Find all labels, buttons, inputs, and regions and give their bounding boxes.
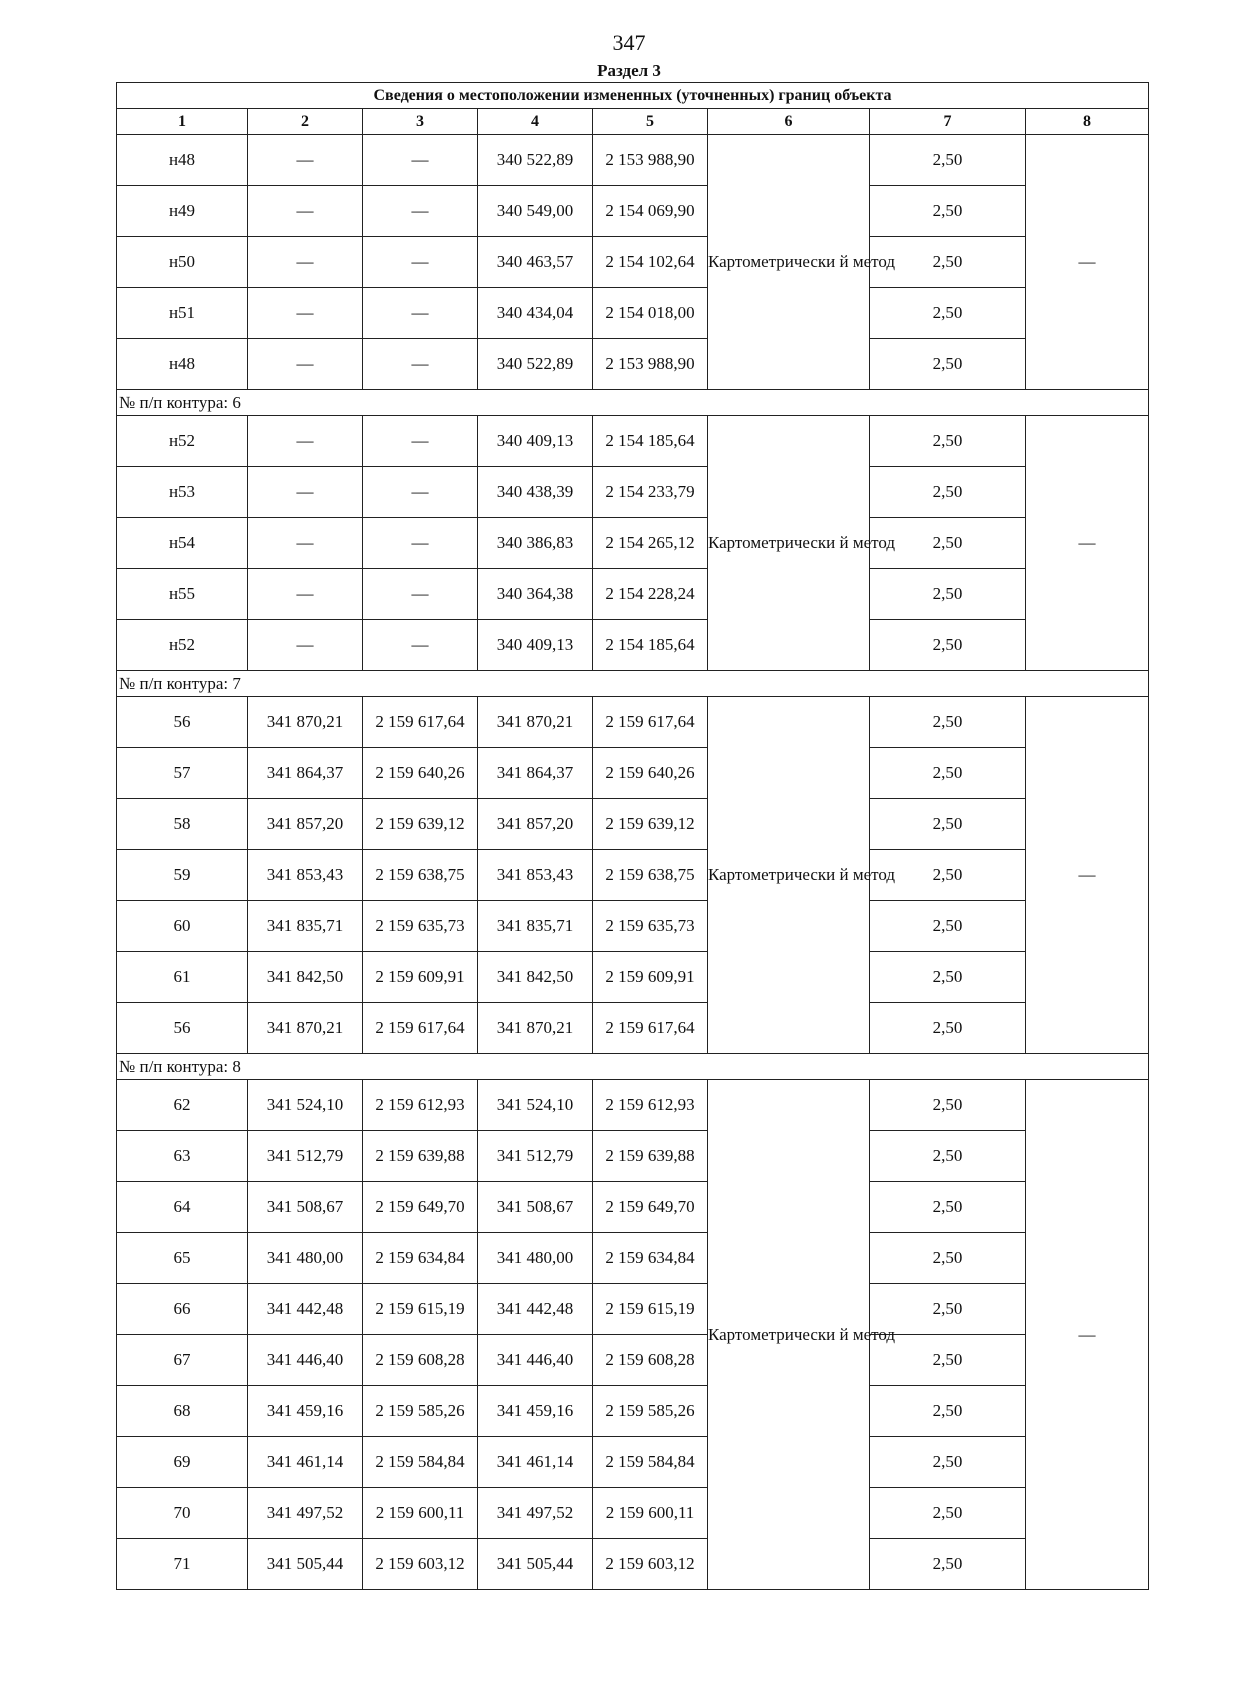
old-y-cell: 2 159 649,70 <box>363 1182 478 1233</box>
accuracy-cell: 2,50 <box>870 237 1026 288</box>
old-x-cell: — <box>248 339 363 390</box>
new-x-cell: 341 480,00 <box>478 1233 593 1284</box>
new-y-cell: 2 159 617,64 <box>593 697 708 748</box>
new-x-cell: 340 549,00 <box>478 186 593 237</box>
new-y-cell: 2 159 615,19 <box>593 1284 708 1335</box>
new-x-cell: 340 522,89 <box>478 339 593 390</box>
new-y-cell: 2 159 638,75 <box>593 850 708 901</box>
old-y-cell: — <box>363 186 478 237</box>
new-x-cell: 340 522,89 <box>478 135 593 186</box>
accuracy-cell: 2,50 <box>870 518 1026 569</box>
new-y-cell: 2 159 603,12 <box>593 1539 708 1590</box>
table-row <box>117 1437 1149 1488</box>
table-row <box>117 901 1149 952</box>
table-row <box>117 1003 1149 1054</box>
table-row <box>117 748 1149 799</box>
old-x-cell: 341 442,48 <box>248 1284 363 1335</box>
old-y-cell: 2 159 617,64 <box>363 697 478 748</box>
old-x-cell: 341 842,50 <box>248 952 363 1003</box>
table-row <box>117 1335 1149 1386</box>
old-y-cell: 2 159 600,11 <box>363 1488 478 1539</box>
accuracy-cell: 2,50 <box>870 697 1026 748</box>
new-y-cell: 2 154 265,12 <box>593 518 708 569</box>
old-x-cell: 341 508,67 <box>248 1182 363 1233</box>
point-id-cell: н51 <box>117 288 248 339</box>
old-x-cell: 341 870,21 <box>248 697 363 748</box>
point-id-cell: 71 <box>117 1539 248 1590</box>
point-id-cell: н52 <box>117 416 248 467</box>
point-id-cell: 57 <box>117 748 248 799</box>
old-x-cell: 341 480,00 <box>248 1233 363 1284</box>
new-x-cell: 340 438,39 <box>478 467 593 518</box>
old-y-cell: — <box>363 416 478 467</box>
old-y-cell: 2 159 612,93 <box>363 1080 478 1131</box>
new-x-cell: 341 870,21 <box>478 1003 593 1054</box>
new-y-cell: 2 159 585,26 <box>593 1386 708 1437</box>
point-id-cell: 59 <box>117 850 248 901</box>
new-x-cell: 341 842,50 <box>478 952 593 1003</box>
old-y-cell: — <box>363 339 478 390</box>
contour-header-row <box>117 1054 1149 1080</box>
table-caption: Сведения о местоположении измененных (уточненных) границ объекта <box>117 83 1149 109</box>
point-id-cell: н55 <box>117 569 248 620</box>
old-y-cell: — <box>363 518 478 569</box>
accuracy-cell: 2,50 <box>870 416 1026 467</box>
new-y-cell: 2 159 634,84 <box>593 1233 708 1284</box>
accuracy-cell: 2,50 <box>870 288 1026 339</box>
point-id-cell: 56 <box>117 1003 248 1054</box>
section-title: Раздел 3 <box>597 61 661 80</box>
point-id-cell: 70 <box>117 1488 248 1539</box>
accuracy-cell: 2,50 <box>870 569 1026 620</box>
old-x-cell: 341 497,52 <box>248 1488 363 1539</box>
old-x-cell: 341 857,20 <box>248 799 363 850</box>
old-y-cell: 2 159 634,84 <box>363 1233 478 1284</box>
new-x-cell: 341 442,48 <box>478 1284 593 1335</box>
new-y-cell: 2 154 185,64 <box>593 620 708 671</box>
old-x-cell: — <box>248 569 363 620</box>
accuracy-cell: 2,50 <box>870 1437 1026 1488</box>
accuracy-cell: 2,50 <box>870 1539 1026 1590</box>
new-x-cell: 341 461,14 <box>478 1437 593 1488</box>
method-cell: Картометрически й метод <box>708 697 870 1054</box>
old-x-cell: 341 870,21 <box>248 1003 363 1054</box>
new-y-cell: 2 154 069,90 <box>593 186 708 237</box>
old-y-cell: 2 159 639,12 <box>363 799 478 850</box>
new-x-cell: 340 463,57 <box>478 237 593 288</box>
new-x-cell: 341 512,79 <box>478 1131 593 1182</box>
new-y-cell: 2 153 988,90 <box>593 135 708 186</box>
column-8-cell: — <box>1026 416 1149 671</box>
accuracy-cell: 2,50 <box>870 339 1026 390</box>
accuracy-cell: 2,50 <box>870 799 1026 850</box>
column-number-cell: 7 <box>870 109 1026 135</box>
old-y-cell: — <box>363 620 478 671</box>
point-id-cell: н52 <box>117 620 248 671</box>
column-number-cell: 8 <box>1026 109 1149 135</box>
table-row <box>117 850 1149 901</box>
old-y-cell: 2 159 638,75 <box>363 850 478 901</box>
contour-label: № п/п контура: 8 <box>117 1054 1149 1080</box>
new-x-cell: 340 409,13 <box>478 620 593 671</box>
method-cell: Картометрически й метод <box>708 135 870 390</box>
table-row <box>117 1182 1149 1233</box>
accuracy-cell: 2,50 <box>870 1233 1026 1284</box>
old-y-cell: 2 159 640,26 <box>363 748 478 799</box>
accuracy-cell: 2,50 <box>870 620 1026 671</box>
table-row <box>117 416 1149 467</box>
new-y-cell: 2 159 608,28 <box>593 1335 708 1386</box>
new-y-cell: 2 159 635,73 <box>593 901 708 952</box>
table-row <box>117 697 1149 748</box>
column-8-cell: — <box>1026 135 1149 390</box>
point-id-cell: 56 <box>117 697 248 748</box>
old-x-cell: 341 835,71 <box>248 901 363 952</box>
accuracy-cell: 2,50 <box>870 1080 1026 1131</box>
old-y-cell: — <box>363 569 478 620</box>
old-x-cell: 341 512,79 <box>248 1131 363 1182</box>
table-row <box>117 186 1149 237</box>
table-row <box>117 1131 1149 1182</box>
new-x-cell: 340 386,83 <box>478 518 593 569</box>
method-cell: Картометрически й метод <box>708 416 870 671</box>
method-cell: Картометрически й метод <box>708 1080 870 1590</box>
contour-header-row <box>117 390 1149 416</box>
column-number-cell: 4 <box>478 109 593 135</box>
new-x-cell: 341 497,52 <box>478 1488 593 1539</box>
table-row <box>117 467 1149 518</box>
table-row <box>117 135 1149 186</box>
table-row <box>117 569 1149 620</box>
old-x-cell: 341 853,43 <box>248 850 363 901</box>
point-id-cell: 68 <box>117 1386 248 1437</box>
point-id-cell: 63 <box>117 1131 248 1182</box>
new-x-cell: 340 409,13 <box>478 416 593 467</box>
new-x-cell: 341 505,44 <box>478 1539 593 1590</box>
accuracy-cell: 2,50 <box>870 1386 1026 1437</box>
point-id-cell: н48 <box>117 135 248 186</box>
new-x-cell: 341 446,40 <box>478 1335 593 1386</box>
accuracy-cell: 2,50 <box>870 901 1026 952</box>
point-id-cell: н49 <box>117 186 248 237</box>
old-x-cell: 341 524,10 <box>248 1080 363 1131</box>
column-number-cell: 6 <box>708 109 870 135</box>
column-number-cell: 1 <box>117 109 248 135</box>
accuracy-cell: 2,50 <box>870 1284 1026 1335</box>
old-x-cell: 341 459,16 <box>248 1386 363 1437</box>
point-id-cell: н54 <box>117 518 248 569</box>
column-number-cell: 5 <box>593 109 708 135</box>
column-8-cell: — <box>1026 1080 1149 1590</box>
table-row <box>117 799 1149 850</box>
new-y-cell: 2 159 617,64 <box>593 1003 708 1054</box>
contour-label: № п/п контура: 7 <box>117 671 1149 697</box>
point-id-cell: н48 <box>117 339 248 390</box>
old-x-cell: — <box>248 135 363 186</box>
old-x-cell: — <box>248 518 363 569</box>
accuracy-cell: 2,50 <box>870 850 1026 901</box>
new-y-cell: 2 159 612,93 <box>593 1080 708 1131</box>
new-x-cell: 341 459,16 <box>478 1386 593 1437</box>
new-y-cell: 2 159 600,11 <box>593 1488 708 1539</box>
table-row <box>117 1386 1149 1437</box>
point-id-cell: 61 <box>117 952 248 1003</box>
point-id-cell: н53 <box>117 467 248 518</box>
accuracy-cell: 2,50 <box>870 1182 1026 1233</box>
new-y-cell: 2 154 102,64 <box>593 237 708 288</box>
new-x-cell: 340 434,04 <box>478 288 593 339</box>
new-y-cell: 2 159 649,70 <box>593 1182 708 1233</box>
old-x-cell: 341 446,40 <box>248 1335 363 1386</box>
old-x-cell: 341 505,44 <box>248 1539 363 1590</box>
old-y-cell: 2 159 617,64 <box>363 1003 478 1054</box>
table-row <box>117 1080 1149 1131</box>
new-x-cell: 341 853,43 <box>478 850 593 901</box>
column-number-cell: 2 <box>248 109 363 135</box>
new-x-cell: 341 864,37 <box>478 748 593 799</box>
table-row <box>117 1233 1149 1284</box>
table-row <box>117 1539 1149 1590</box>
boundary-coordinates-table <box>116 82 1149 1590</box>
old-y-cell: 2 159 635,73 <box>363 901 478 952</box>
new-y-cell: 2 159 609,91 <box>593 952 708 1003</box>
old-y-cell: 2 159 639,88 <box>363 1131 478 1182</box>
point-id-cell: 66 <box>117 1284 248 1335</box>
point-id-cell: н50 <box>117 237 248 288</box>
old-x-cell: 341 461,14 <box>248 1437 363 1488</box>
old-x-cell: — <box>248 620 363 671</box>
new-y-cell: 2 159 640,26 <box>593 748 708 799</box>
new-y-cell: 2 154 185,64 <box>593 416 708 467</box>
old-x-cell: — <box>248 467 363 518</box>
old-y-cell: — <box>363 237 478 288</box>
accuracy-cell: 2,50 <box>870 186 1026 237</box>
new-x-cell: 340 364,38 <box>478 569 593 620</box>
table-row <box>117 339 1149 390</box>
accuracy-cell: 2,50 <box>870 1488 1026 1539</box>
new-x-cell: 341 508,67 <box>478 1182 593 1233</box>
new-x-cell: 341 870,21 <box>478 697 593 748</box>
accuracy-cell: 2,50 <box>870 1335 1026 1386</box>
accuracy-cell: 2,50 <box>870 1131 1026 1182</box>
contour-header-row <box>117 671 1149 697</box>
old-y-cell: 2 159 609,91 <box>363 952 478 1003</box>
old-y-cell: — <box>363 288 478 339</box>
new-x-cell: 341 835,71 <box>478 901 593 952</box>
new-x-cell: 341 524,10 <box>478 1080 593 1131</box>
old-y-cell: — <box>363 467 478 518</box>
point-id-cell: 69 <box>117 1437 248 1488</box>
column-number-cell: 3 <box>363 109 478 135</box>
table-caption-row <box>117 83 1149 109</box>
table-row <box>117 237 1149 288</box>
old-x-cell: — <box>248 416 363 467</box>
new-y-cell: 2 154 233,79 <box>593 467 708 518</box>
point-id-cell: 60 <box>117 901 248 952</box>
table-row <box>117 620 1149 671</box>
column-8-cell: — <box>1026 697 1149 1054</box>
new-y-cell: 2 154 228,24 <box>593 569 708 620</box>
point-id-cell: 58 <box>117 799 248 850</box>
new-y-cell: 2 154 018,00 <box>593 288 708 339</box>
new-y-cell: 2 159 639,88 <box>593 1131 708 1182</box>
point-id-cell: 64 <box>117 1182 248 1233</box>
old-y-cell: 2 159 603,12 <box>363 1539 478 1590</box>
column-number-row <box>117 109 1149 135</box>
old-x-cell: — <box>248 186 363 237</box>
table-row <box>117 518 1149 569</box>
new-y-cell: 2 159 584,84 <box>593 1437 708 1488</box>
table-row <box>117 1488 1149 1539</box>
old-x-cell: — <box>248 288 363 339</box>
accuracy-cell: 2,50 <box>870 1003 1026 1054</box>
point-id-cell: 65 <box>117 1233 248 1284</box>
old-y-cell: 2 159 584,84 <box>363 1437 478 1488</box>
table-row <box>117 952 1149 1003</box>
old-x-cell: 341 864,37 <box>248 748 363 799</box>
accuracy-cell: 2,50 <box>870 467 1026 518</box>
point-id-cell: 62 <box>117 1080 248 1131</box>
old-y-cell: 2 159 608,28 <box>363 1335 478 1386</box>
old-y-cell: 2 159 615,19 <box>363 1284 478 1335</box>
new-y-cell: 2 153 988,90 <box>593 339 708 390</box>
accuracy-cell: 2,50 <box>870 952 1026 1003</box>
old-y-cell: 2 159 585,26 <box>363 1386 478 1437</box>
table-row <box>117 288 1149 339</box>
point-id-cell: 67 <box>117 1335 248 1386</box>
accuracy-cell: 2,50 <box>870 135 1026 186</box>
contour-label: № п/п контура: 6 <box>117 390 1149 416</box>
old-x-cell: — <box>248 237 363 288</box>
old-y-cell: — <box>363 135 478 186</box>
accuracy-cell: 2,50 <box>870 748 1026 799</box>
new-y-cell: 2 159 639,12 <box>593 799 708 850</box>
page-number: 347 <box>612 30 646 55</box>
new-x-cell: 341 857,20 <box>478 799 593 850</box>
table-row <box>117 1284 1149 1335</box>
